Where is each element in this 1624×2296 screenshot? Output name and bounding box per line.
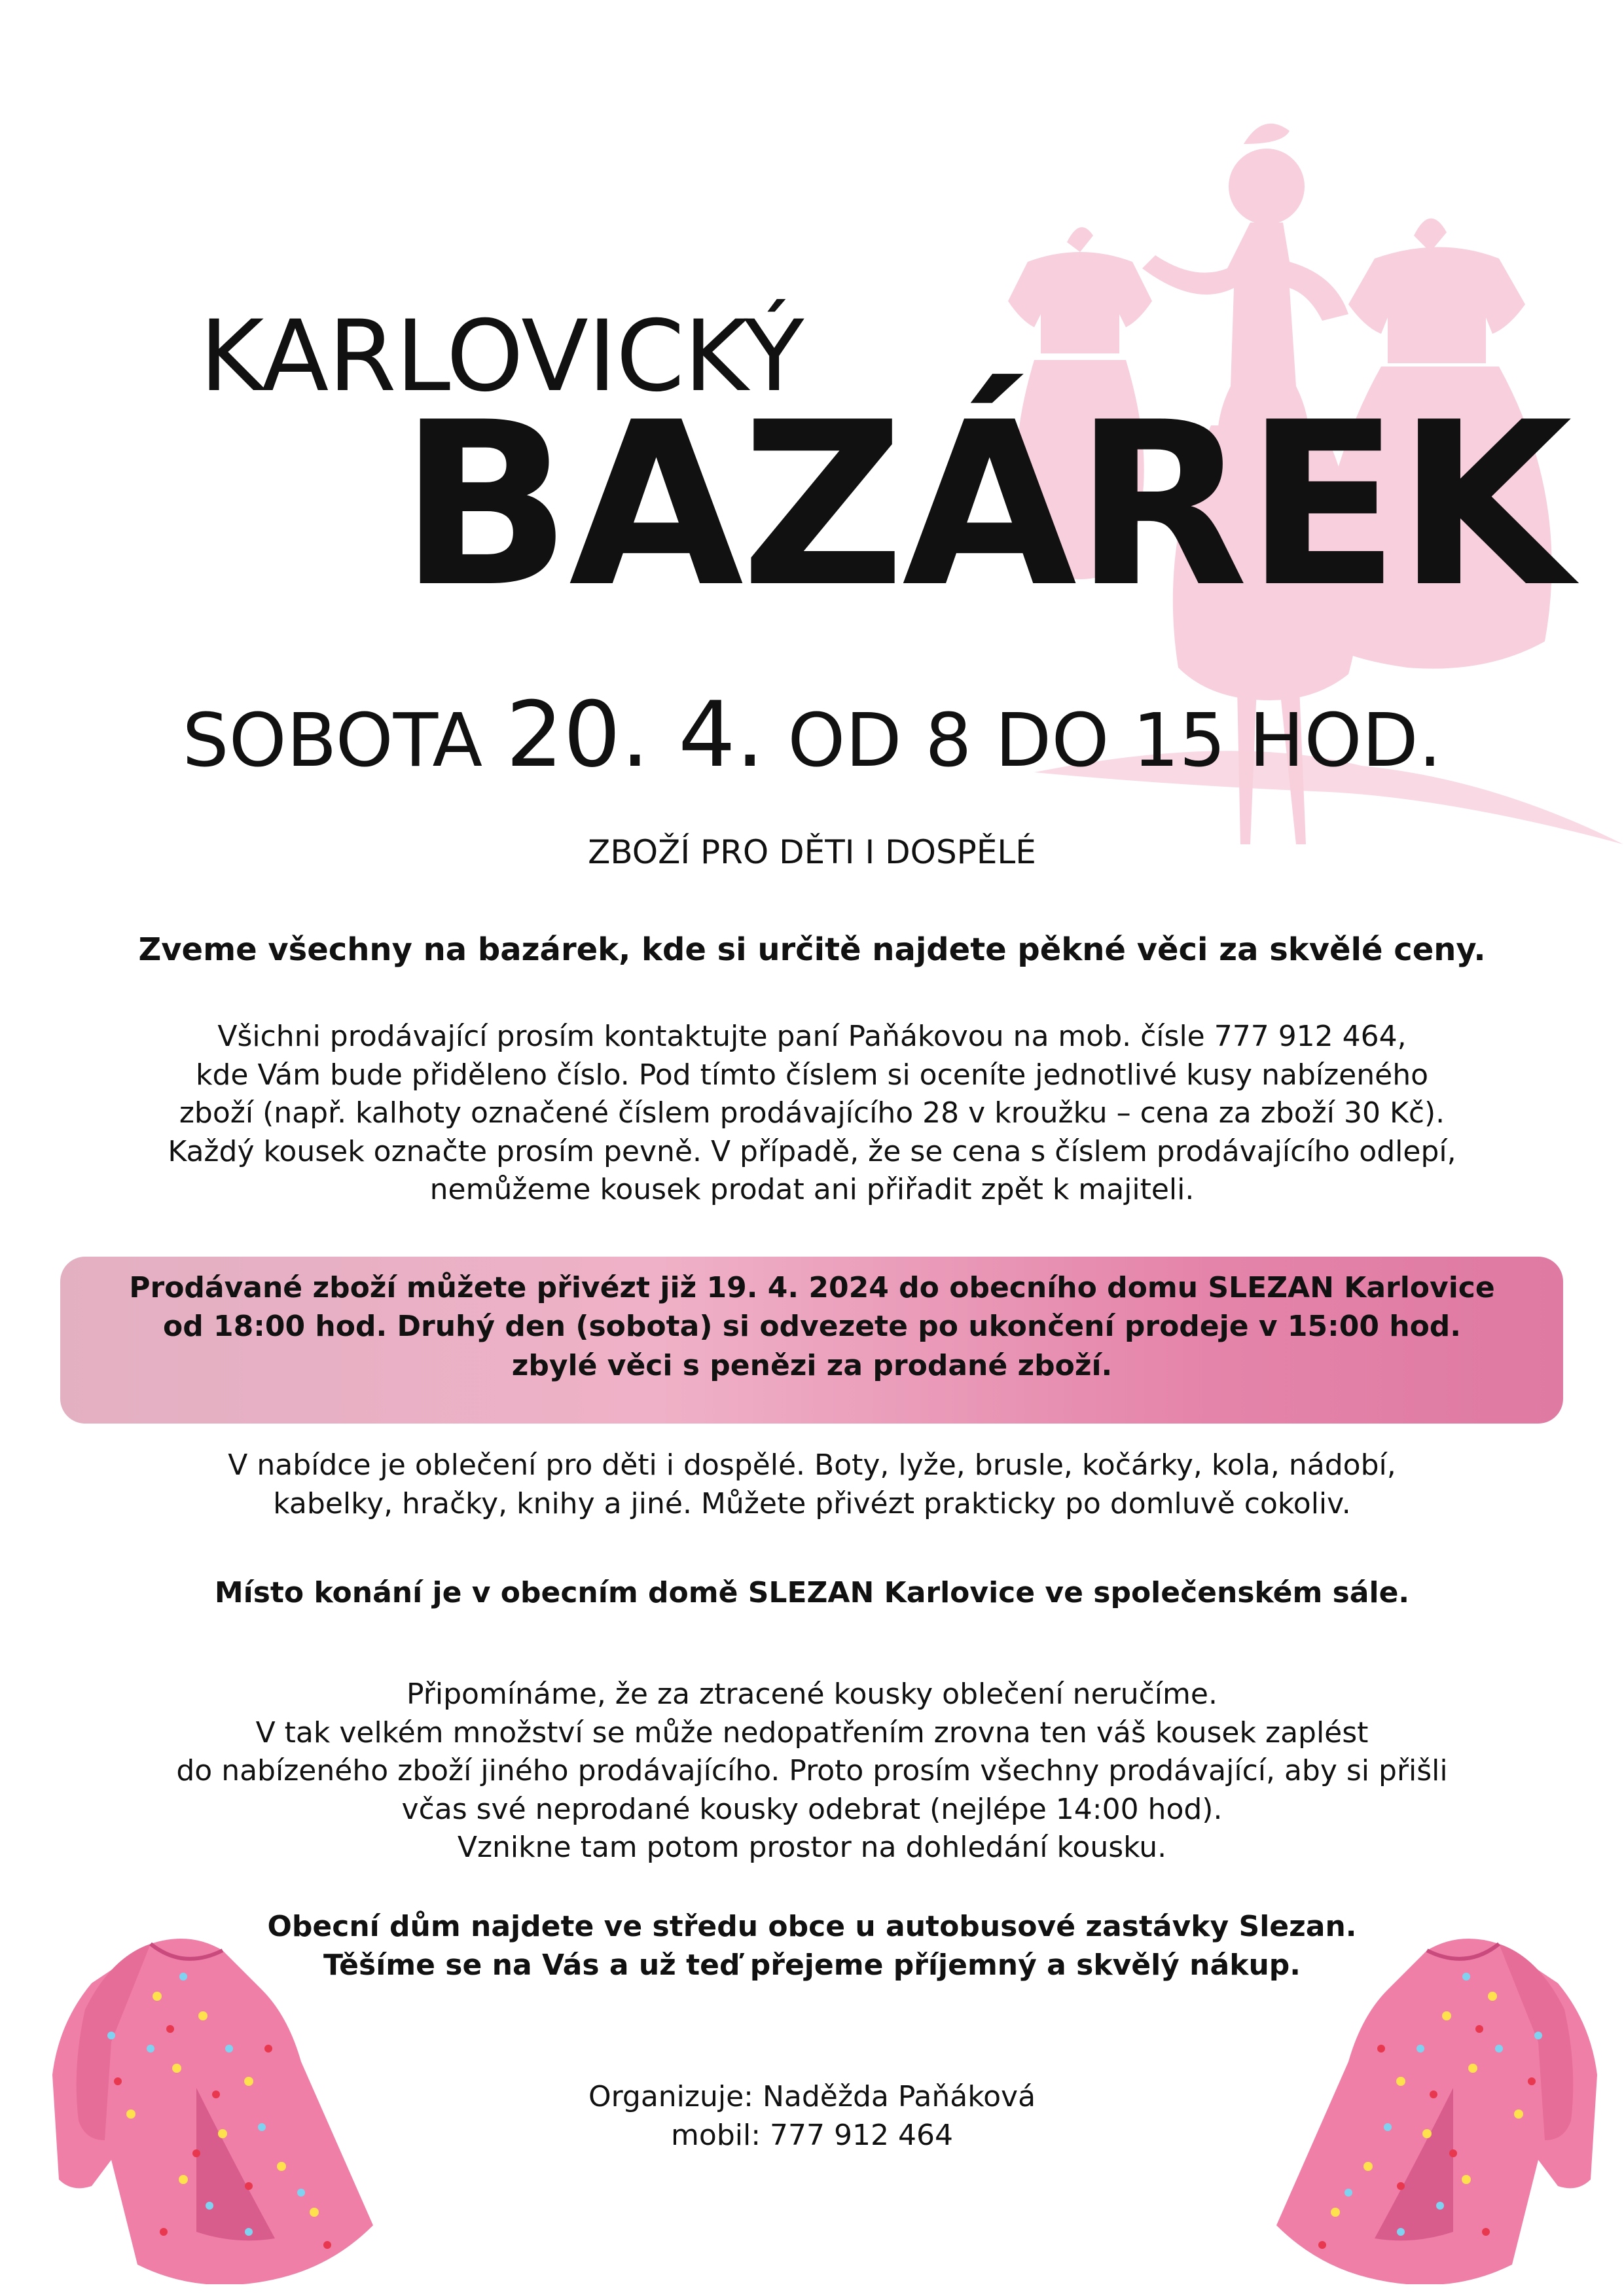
organizer-phone: mobil: 777 912 464	[671, 2118, 953, 2152]
sellers-line: zboží (např. kalhoty označené číslem prodávajícího 28 v kroužku – cena za zboží 30 Kč).	[179, 1096, 1445, 1130]
sellers-line: Všichni prodávající prosím kontaktujte paní Paňákovou na mob. čísle 777 912 464,	[217, 1020, 1407, 1053]
highlight-line: zbylé věci s penězi za prodané zboží.	[511, 1348, 1113, 1382]
place-text: Místo konání je v obecním domě SLEZAN Karlovice ve společenském sále.	[214, 1576, 1410, 1609]
sellers-line: Každý kousek označte prosím pevně. V případě, že se cena s číslem prodávajícího odlepí,	[168, 1134, 1456, 1168]
warning-line: do nabízeného zboží jiného prodávajícího. Proto prosím všechny prodávající, aby si přišli	[176, 1754, 1448, 1788]
title-bazarek: BAZÁREK	[399, 374, 1570, 637]
pink-floral-dress-icon	[52, 1918, 419, 2284]
subtitle: ZBOŽÍ PRO DĚTI I DOSPĚLÉ	[588, 833, 1036, 871]
closing-line: Obecní dům najdete ve středu obce u autobusové zastávky Slezan.	[267, 1910, 1357, 1943]
sellers-paragraph	[0, 1018, 1624, 1210]
warning-line: včas své neprodané kousky odebrat (nejlépe 14:00 hod).	[401, 1792, 1223, 1826]
warning-line: Připomínáme, že za ztracené kousky oblečení neručíme.	[406, 1677, 1218, 1711]
date-value: 20. 4.	[505, 682, 765, 787]
sellers-line: nemůžeme kousek prodat ani přiřadit zpět k majiteli.	[429, 1173, 1195, 1207]
date-suffix: OD 8 DO 15 HOD.	[764, 698, 1442, 783]
invite-text: Zveme všechny na bazárek, kde si určitě najdete pěkné věci za skvělé ceny.	[138, 931, 1486, 968]
warning-line: V tak velkém množství se může nedopatřením zrovna ten váš kousek zaplést	[255, 1715, 1369, 1749]
highlight-text	[0, 1268, 1624, 1385]
organizer-name: Organizuje: Naděžda Paňáková	[588, 2080, 1036, 2113]
closing-line: Těšíme se na Vás a už teď přejeme příjemný a skvělý nákup.	[323, 1948, 1301, 1982]
warning-line: Vznikne tam potom prostor na dohledání kousku.	[457, 1831, 1167, 1865]
offer-paragraph	[0, 1446, 1624, 1523]
title-karlovicky: KARLOVICKÝ	[200, 300, 804, 414]
warning-paragraph	[0, 1676, 1624, 1867]
date-prefix: SOBOTA	[182, 698, 506, 783]
sellers-line: kde Vám bude přiděleno číslo. Pod tímto číslem si oceníte jednotlivé kusy nabízeného	[195, 1058, 1429, 1092]
event-date-line	[0, 681, 1624, 789]
offer-line: kabelky, hračky, knihy a jiné. Můžete přivézt prakticky po domluvě cokoliv.	[273, 1486, 1351, 1520]
pink-floral-dress-icon	[1231, 1918, 1597, 2284]
highlight-line: Prodávané zboží můžete přivézt již 19. 4. 2024 do obecního domu SLEZAN Karlovice	[129, 1271, 1495, 1304]
offer-line: V nabídce je oblečení pro děti i dospělé. Boty, lyže, brusle, kočárky, kola, nádobí,	[228, 1448, 1396, 1482]
highlight-line: od 18:00 hod. Druhý den (sobota) si odvezete po ukončení prodeje v 15:00 hod.	[162, 1310, 1462, 1344]
